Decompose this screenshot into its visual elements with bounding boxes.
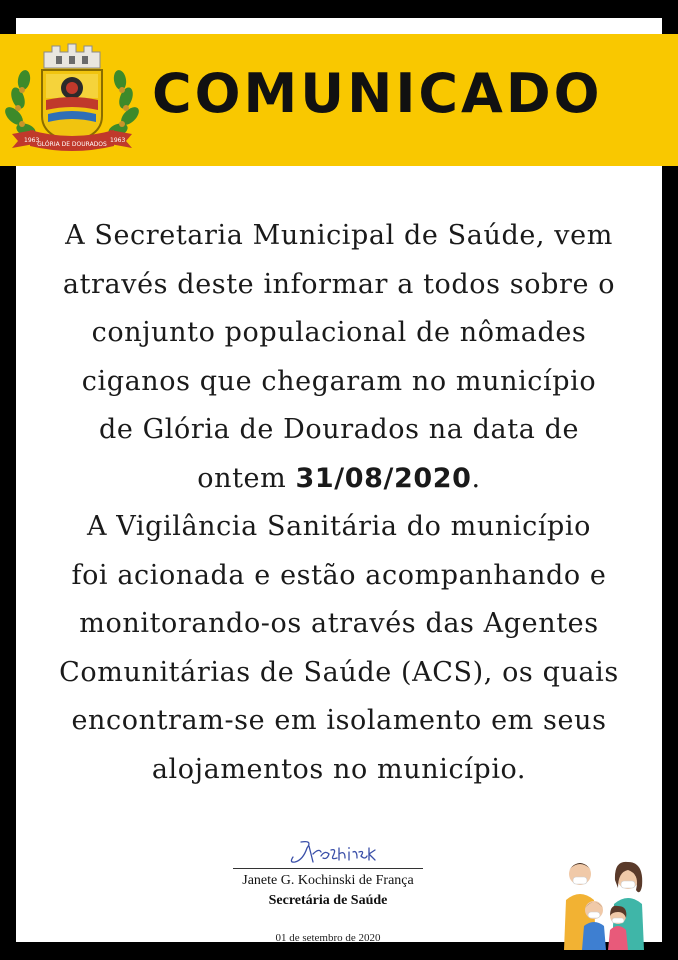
highlighted-date: 31/08/2020 xyxy=(295,462,472,494)
text-line: alojamentos no município. xyxy=(151,753,527,785)
signature-line xyxy=(233,868,423,869)
crest-ribbon-center: GLÓRIA DE DOURADOS xyxy=(37,141,107,148)
announcement-body xyxy=(22,212,656,794)
text-line: ciganos que chegaram no município xyxy=(81,365,597,397)
text-line: conjunto populacional de nômades xyxy=(91,317,587,348)
handwritten-signature xyxy=(273,838,383,868)
crest-ribbon-right: 1963 xyxy=(110,137,126,144)
crest-ribbon-left: 1963 xyxy=(24,137,40,144)
text-line: encontram-se em isolamento em seus xyxy=(71,705,607,736)
text-line: A Vigilância Sanitária do município xyxy=(86,511,592,542)
coat-of-arms-icon xyxy=(4,38,140,156)
text-line: através deste informar a todos sobre o xyxy=(62,268,616,300)
document-date: 01 de setembro de 2020 xyxy=(275,932,381,944)
text-line-prefix: ontem xyxy=(197,462,296,494)
signature-block xyxy=(228,838,428,909)
signatory-name: Janete G. Kochinski de França xyxy=(242,873,414,888)
family-with-masks-icon xyxy=(544,850,664,950)
text-line: monitorando-os através das Agentes xyxy=(79,608,599,639)
paragraph-2 xyxy=(22,503,656,794)
text-line: A Secretaria Municipal de Saúde, vem xyxy=(65,220,613,251)
page-title: COMUNICADO xyxy=(152,62,603,125)
text-line: de Glória de Dourados na data de xyxy=(98,414,580,445)
text-line: foi acionada e estão acompanhando e xyxy=(71,559,607,591)
paragraph-1 xyxy=(22,212,656,503)
signatory-role: Secretária de Saúde xyxy=(268,893,388,908)
text-line-suffix: . xyxy=(471,462,481,494)
text-line: Comunitárias de Saúde (ACS), os quais xyxy=(59,656,619,688)
